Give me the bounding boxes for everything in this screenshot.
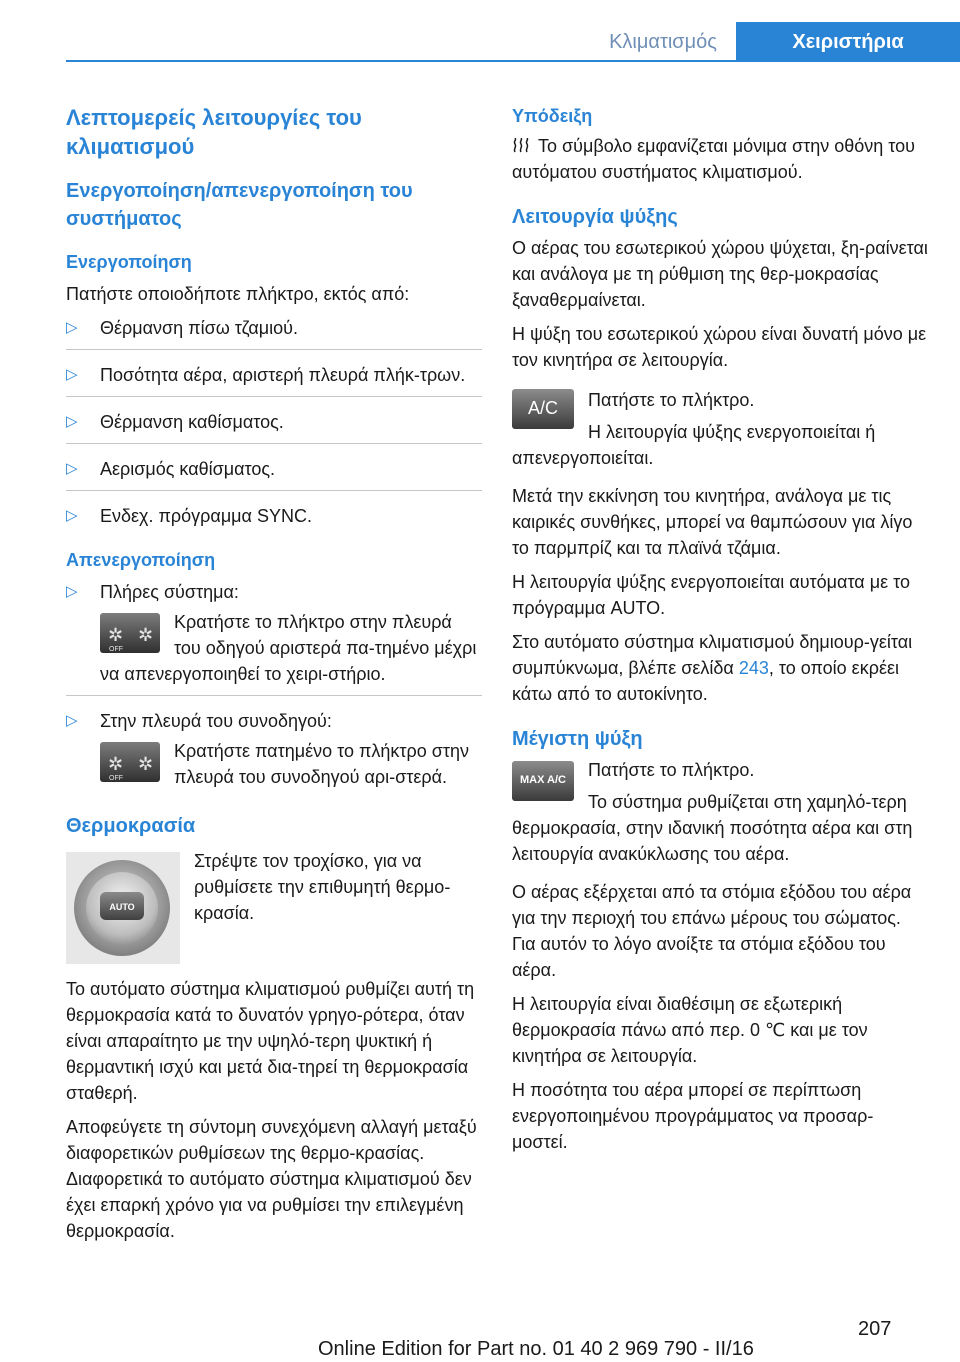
temp-paragraph-2: Αποφεύγετε τη σύντομη συνεχόμενη αλλαγή μεταξύ διαφορετικών ρυθμίσεων της θερμο-κρασίας. Διαφορετικά το αυτόματο σύστημα κλιματισμού δεν έχει επαρκή χρόνο για να ρυθμίσει την επιλεγμένη θερμοκρασία. <box>66 1117 477 1241</box>
temp-paragraph-1: Το αυτόματο σύστημα κλιματισμού ρυθμίζει αυτή τη θερμοκρασία κατά το δυνατόν γρηγο-ρότερα, όταν είναι απαραίτητο με την υψηλό-τερη ψυκτική ή θερμαντική ισχύ και μετά δια-τηρεί τη θερμοκρασία σταθερή. <box>66 979 475 1103</box>
max-press-text: Πατήστε το πλήκτρο. <box>588 760 755 780</box>
heading-max-cooling: Μέγιστη ψύξη <box>512 728 643 750</box>
heading-main: Λεπτομερείς λειτουργίες του κλιματισμού <box>66 105 362 159</box>
bullet-triangle-icon: ▷ <box>66 319 78 336</box>
heading-onoff: Ενεργοποίηση/απενεργοποίηση του συστήματος <box>66 180 413 230</box>
heading-cooling: Λειτουργία ψύξης <box>512 206 678 228</box>
divider <box>66 349 482 350</box>
header-tab-active: Χειριστήρια <box>736 22 960 62</box>
cooling-paragraph-1: Ο αέρας του εσωτερικού χώρου ψύχεται, ξη-ραίνεται και ανάλογα με τη ρύθμιση της θερ-μοκρασίας ξαναθερμαίνεται. <box>512 238 928 310</box>
bullet-triangle-icon: ▷ <box>66 712 78 729</box>
header-tab-section: Κλιματισμός <box>609 31 717 53</box>
edition-footer: Online Edition for Part no. 01 40 2 969 790 - II/16 <box>318 1338 754 1360</box>
heading-activation: Ενεργοποίηση <box>66 252 192 272</box>
max-paragraph-2: Η λειτουργία είναι διαθέσιμη σε εξωτερική θερμοκρασία πάνω από περ. 0 ℃ και με τον κινητήρα σε λειτουργία. <box>512 994 868 1066</box>
divider <box>66 443 482 444</box>
max-paragraph-1: Ο αέρας εξέρχεται από τα στόμια εξόδου του αέρα για την περιοχή του επάνω μέρους του σώματος. Για αυτόν το λόγο ανοίξτε τα στόμια εξόδου του αέρα. <box>512 882 912 980</box>
fan-icon: ✲ <box>108 625 124 645</box>
max-paragraph-3: Η ποσότητα του αέρα μπορεί σε περίπτωση ενεργοποιημένου προγράμματος να προσαρ-μοστεί. <box>512 1080 874 1152</box>
fan-icon: ✲ <box>138 754 154 774</box>
ac-state-text: Η λειτουργία ψύξης ενεργοποιείται ή απενεργοποιείται. <box>512 422 876 468</box>
list-item: ▷ Θέρμανση καθίσματος. <box>66 409 482 435</box>
list-item: ▷ Πλήρες σύστημα: ✲ OFF ✲ Κρατήστε το πλήκτρο στην πλευρά του οδηγού αριστερά πα-τημένο μέχρι να απενεργοποιηθεί το χειρι-στήριο. <box>66 579 482 687</box>
heading-temperature: Θερμοκρασία <box>66 815 196 837</box>
cooling-paragraph-2: Η ψύξη του εσωτερικού χώρου είναι δυνατή μόνο με τον κινητήρα σε λειτουργία. <box>512 324 927 370</box>
max-state-text: Το σύστημα ρυθμίζεται στη χαμηλό-τερη θερμοκρασία, στην ιδανική ποσότητα αέρα και στη λειτουργία ανακύκλωσης του αέρα. <box>512 792 913 864</box>
note-text: Το σύμβολο εμφανίζεται μόνιμα στην οθόνη του αυτόματου συστήματος κλιματισμού. <box>512 136 915 182</box>
ac-press-text: Πατήστε το πλήκτρο. <box>588 390 755 410</box>
divider <box>66 695 482 696</box>
ac-button-image: A/C <box>512 389 574 429</box>
fan-icon: ✲ <box>108 754 124 774</box>
temperature-knob-image <box>66 852 180 964</box>
list-item: ▷ Ποσότητα αέρα, αριστερή πλευρά πλήκ-τρων. <box>66 362 482 388</box>
rear-window-heating-icon <box>512 138 530 154</box>
fan-icon: ✲ <box>138 625 154 645</box>
bullet-triangle-icon: ▷ <box>66 460 78 477</box>
auto-button-label: AUTO <box>100 892 144 920</box>
heading-note: Υπόδειξη <box>512 106 593 126</box>
left-column <box>66 95 482 1244</box>
list-item: ▷ Αερισμός καθίσματος. <box>66 456 482 482</box>
fan-off-button-image: ✲ OFF ✲ <box>100 742 160 782</box>
divider <box>66 396 482 397</box>
list-item: ▷ Θέρμανση πίσω τζαμιού. <box>66 315 482 341</box>
heading-deactivation: Απενεργοποίηση <box>66 550 216 570</box>
deactivation-list <box>66 579 482 790</box>
cooling-paragraph-5: Στο αυτόματο σύστημα κλιματισμού δημιουρ-γείται συμπύκνωμα, βλέπε σελίδα 243, το οποίο εκρέει κάτω από το αυτοκίνητο. <box>512 632 913 704</box>
deact-full-text: Κρατήστε το πλήκτρο στην πλευρά του οδηγού αριστερά πα-τημένο μέχρι να απενεργοποιηθεί το χειρι-στήριο. <box>100 612 477 684</box>
bullet-triangle-icon: ▷ <box>66 507 78 524</box>
cooling-paragraph-4: Η λειτουργία ψύξης ενεργοποιείται αυτόματα με το πρόγραμμα AUTO. <box>512 572 910 618</box>
page-reference-link[interactable]: 243 <box>738 658 769 678</box>
bullet-triangle-icon: ▷ <box>66 583 78 600</box>
activation-list <box>66 315 482 529</box>
deact-passenger-text: Κρατήστε πατημένο το πλήκτρο στην πλευρά του συνοδηγού αρι-στερά. <box>174 741 470 787</box>
cooling-paragraph-3: Μετά την εκκίνηση του κινητήρα, ανάλογα με τις καιρικές συνθήκες, μπορεί να θαμπώσουν για λίγο το παρμπρίζ και τα πλαϊνά τζάμια. <box>512 486 913 558</box>
activation-intro: Πατήστε οποιοδήποτε πλήκτρο, εκτός από: <box>66 284 410 304</box>
fan-off-button-image: ✲ OFF ✲ <box>100 613 160 653</box>
list-item: ▷ Στην πλευρά του συνοδηγού: ✲ OFF ✲ Κρατήστε πατημένο το πλήκτρο στην πλευρά του συνοδηγού αρι-στερά. <box>66 708 482 790</box>
temp-text: Στρέψτε τον τροχίσκο, για να ρυθμίσετε την επιθυμητή θερμο-κρασία. <box>194 851 451 923</box>
page-number: 207 <box>858 1318 892 1340</box>
header-rule <box>66 60 960 62</box>
divider <box>66 490 482 491</box>
max-ac-button-image: MAX A/C <box>512 761 574 801</box>
bullet-triangle-icon: ▷ <box>66 366 78 383</box>
list-item: ▷ Ενδεχ. πρόγραμμα SYNC. <box>66 503 482 529</box>
right-column <box>512 95 928 1155</box>
bullet-triangle-icon: ▷ <box>66 413 78 430</box>
